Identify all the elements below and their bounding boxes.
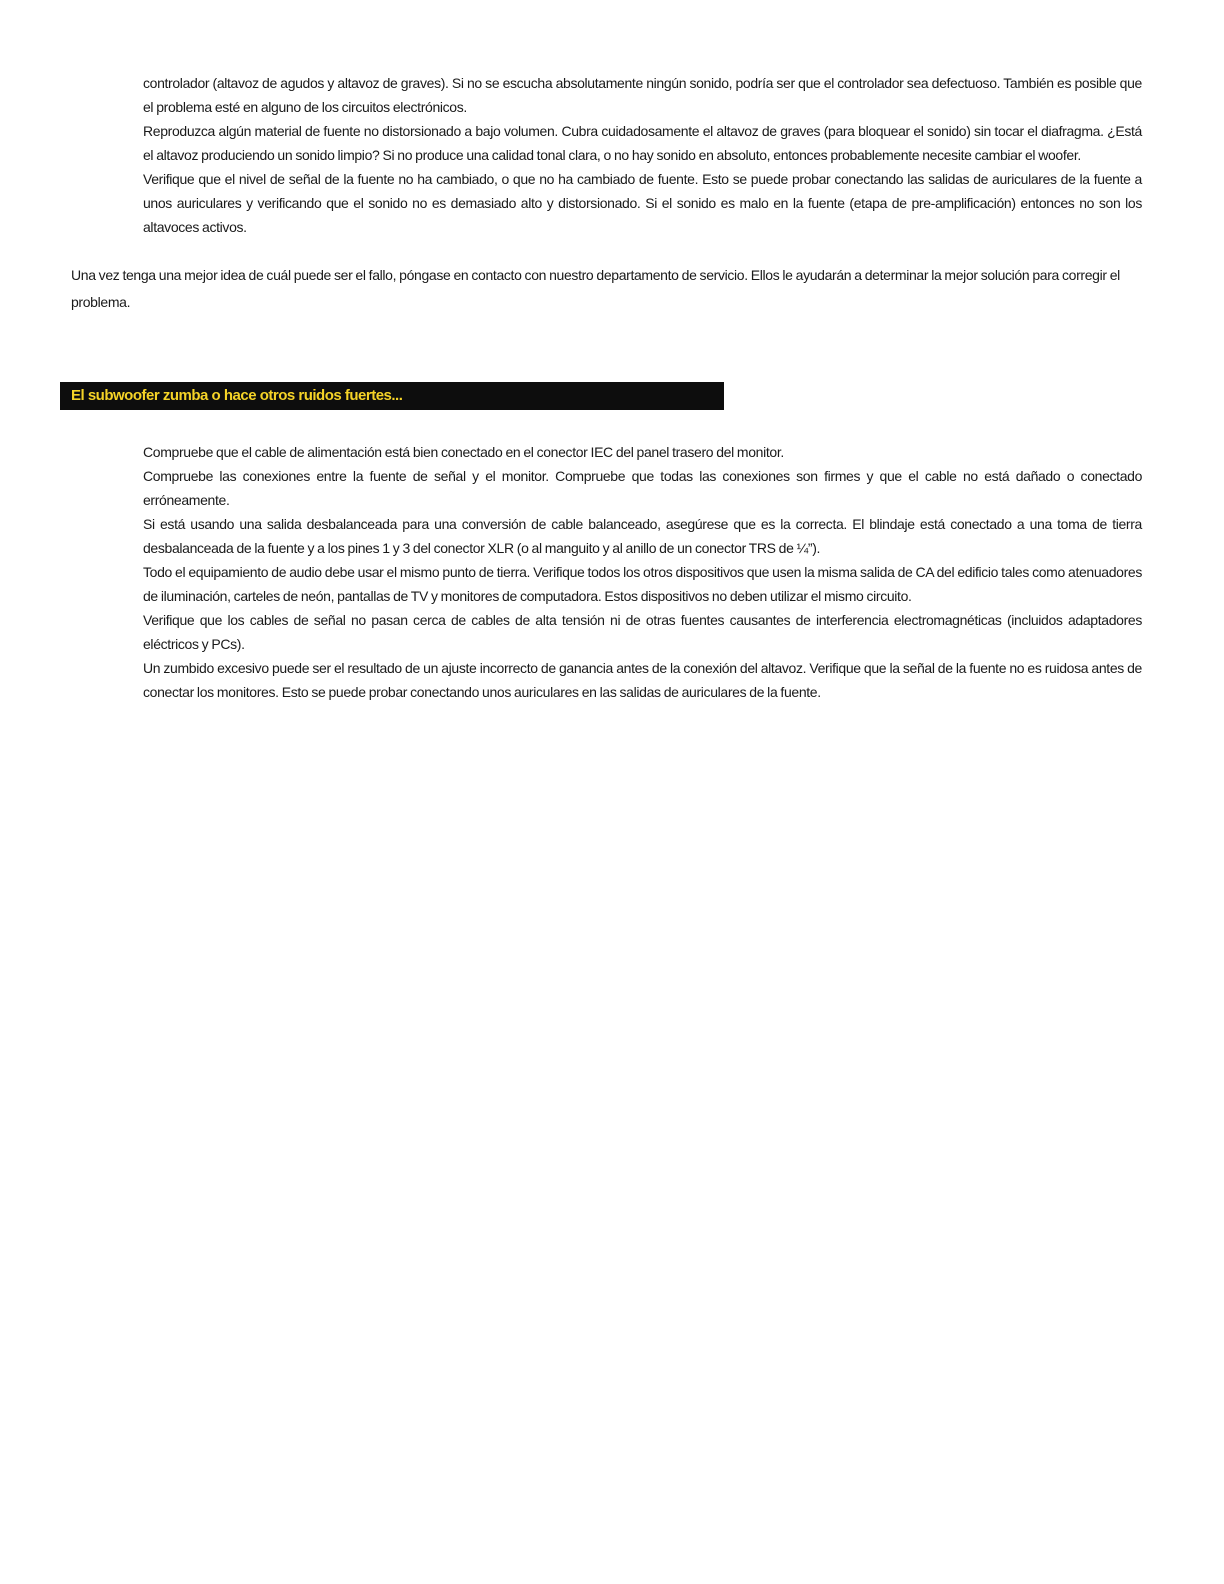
list-item: Compruebe que el cable de alimentación está bien conectado en el conector IEC del panel trasero del monitor.: [143, 444, 784, 460]
section-heading: El subwoofer zumba o hace otros ruidos fuertes...: [71, 387, 403, 404]
list-item: Todo el equipamiento de audio debe usar el mismo punto de tierra. Verifique todos los otros dispositivos que usen la misma salida de CA del edificio tales como atenuadores de iluminación, carteles de neón, pantallas de TV y monitores de computadora. Estos dispositivos no deben utilizar el mismo circuito.: [143, 564, 1142, 604]
section-heading-bar: [60, 382, 724, 410]
list-item: Reproduzca algún material de fuente no distorsionado a bajo volumen. Cubra cuidadosamente el altavoz de graves (para bloquear el sonido) sin tocar el diafragma. ¿Está el altavoz produciendo un sonido limpio? Si no produce una calidad tonal clara, o no hay sonido en absoluto, entonces probablemente necesite cambiar el woofer.: [143, 123, 1142, 163]
list-item: controlador (altavoz de agudos y altavoz de graves). Si no se escucha absolutamente ningún sonido, podría ser que el controlador sea defectuoso. También es posible que el problema esté en alguno de los circuitos electrónicos.: [143, 75, 1142, 115]
troubleshooting-list-top: [143, 71, 1142, 239]
list-item: Un zumbido excesivo puede ser el resultado de un ajuste incorrecto de ganancia antes de la conexión del altavoz. Verifique que la señal de la fuente no es ruidosa antes de conectar los monitores. Esto se puede probar conectando unos auriculares en las salidas de auriculares de la fuente.: [143, 660, 1142, 700]
troubleshooting-list-bottom: [143, 440, 1142, 704]
closing-paragraph: Una vez tenga una mejor idea de cuál puede ser el fallo, póngase en contacto con nuestro departamento de servicio. Ellos le ayudarán a determinar la mejor solución para corregir el problema.: [71, 267, 1120, 310]
list-item: Si está usando una salida desbalanceada para una conversión de cable balanceado, asegúrese que es la correcta. El blindaje está conectado a una toma de tierra desbalanceada de la fuente y a los pines 1 y 3 del conector XLR (o al manguito y al anillo de un conector TRS de ¼”).: [143, 516, 1142, 556]
list-item: Verifique que los cables de señal no pasan cerca de cables de alta tensión ni de otras fuentes causantes de interferencia electromagnéticas (incluidos adaptadores eléctricos y PCs).: [143, 612, 1142, 652]
list-item: Verifique que el nivel de señal de la fuente no ha cambiado, o que no ha cambiado de fuente. Esto se puede probar conectando las salidas de auriculares de la fuente a unos auriculares y verificando que el sonido no es demasiado alto y distorsionado. Si el sonido es malo en la fuente (etapa de pre-amplificación) entonces no son los altavoces activos.: [143, 171, 1142, 235]
list-item: Compruebe las conexiones entre la fuente de señal y el monitor. Compruebe que todas las conexiones son firmes y que el cable no está dañado o conectado erróneamente.: [143, 468, 1142, 508]
